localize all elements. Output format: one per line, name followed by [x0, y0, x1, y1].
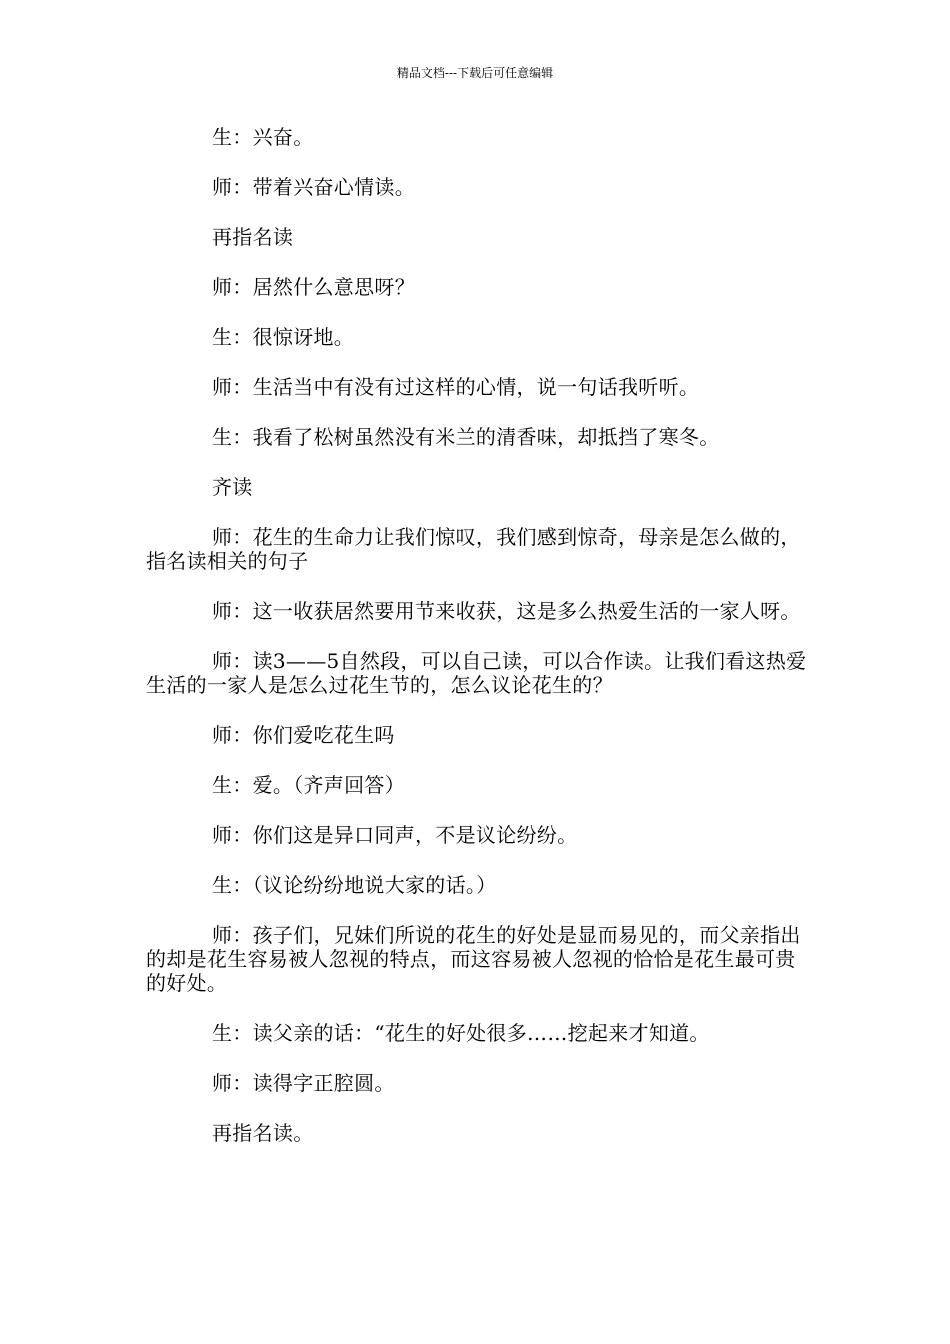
paragraph: 生：读父亲的话：“花生的好处很多……挖起来才知道。	[212, 1021, 710, 1045]
paragraph: 齐读	[212, 475, 253, 499]
paragraph: 生：兴奋。	[212, 125, 314, 149]
paragraph: 师：你们这是异口同声，不是议论纷纷。	[212, 823, 578, 847]
paragraph: 生：（议论纷纷地说大家的话。）	[212, 873, 497, 897]
paragraph: 师：带着兴奋心情读。	[212, 175, 415, 199]
paragraph: 师：孩子们，兄妹们所说的花生的好处是显而易见的，而父亲指出的却是花生容易被人忽视的特点，而这容易被人忽视的恰恰是花生最可贵的好处。	[146, 923, 801, 995]
paragraph: 生：我看了松树虽然没有米兰的清香味，却抵挡了寒冬。	[212, 425, 720, 449]
paragraph: 师：你们爱吃花生吗	[212, 723, 395, 747]
paragraph: 再指名读	[212, 225, 294, 249]
paragraph: 师：读3——5自然段，可以自己读，可以合作读。让我们看这热爱生活的一家人是怎么过花生节的，怎么议论花生的？	[146, 649, 807, 697]
paragraph: 生：很惊讶地。	[212, 325, 355, 349]
document-body	[146, 125, 808, 1171]
paragraph: 师：花生的生命力让我们惊叹，我们感到惊奇，母亲是怎么做的，指名读相关的句子	[146, 525, 801, 573]
paragraph: 师：居然什么意思呀？	[212, 275, 415, 299]
paragraph: 再指名读。	[212, 1121, 314, 1145]
paragraph: 师：这一收获居然要用节来收获，这是多么热爱生活的一家人呀。	[212, 599, 801, 623]
paragraph: 师：读得字正腔圆。	[212, 1071, 395, 1095]
page-header: 精品文档---下载后可任意编辑	[396, 66, 554, 80]
paragraph: 生：爱。（齐声回答）	[212, 773, 405, 797]
paragraph: 师：生活当中有没有过这样的心情，说一句话我听听。	[212, 375, 700, 399]
